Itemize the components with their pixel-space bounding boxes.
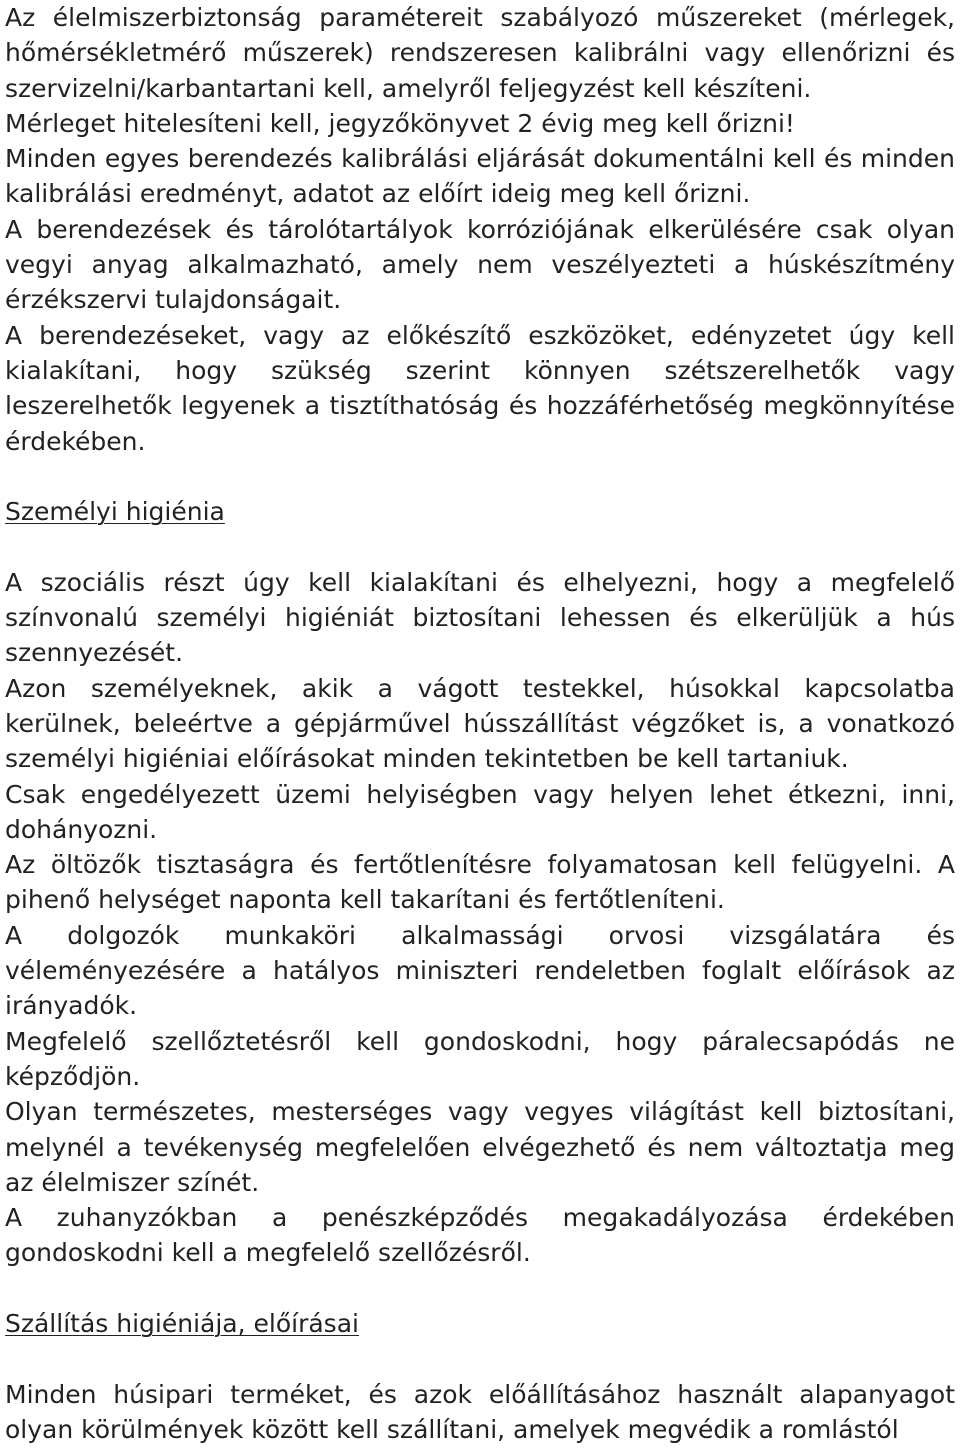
paragraph: Csak engedélyezett üzemi helyiségben vagy helyen lehet étkezni, inni, dohányozni. <box>5 779 955 844</box>
spacer <box>5 529 955 564</box>
paragraph: Minden húsipari terméket, és azok előállításához használt alapanyagot olyan körülmények között kell szállítani, amelyek megvédik a romlástól <box>5 1379 955 1444</box>
paragraph: Megfelelő szellőztetésről kell gondoskodni, hogy páralecsapódás ne képződjön. <box>5 1026 955 1091</box>
paragraph: Az élelmiszerbiztonság paramétereit szabályozó műszereket (mérlegek, hőmérsékletmérő műszerek) rendszeresen kalibrálni vagy ellenőrizni és szervizelni/karbantartani kell, amelyről feljegyzést kell készíteni. <box>5 3 955 103</box>
spacer <box>5 459 955 494</box>
paragraph: A dolgozók munkaköri alkalmassági orvosi vizsgálatára és véleményezésére a hatályos miniszteri rendeletben foglalt előírások az irányadók. <box>5 920 955 1021</box>
spacer <box>5 1341 955 1376</box>
section-heading-personal-hygiene: Személyi higiénia <box>5 497 225 527</box>
paragraph: A berendezéseket, vagy az előkészítő eszközöket, edényzetet úgy kell kialakítani, hogy szükség szerint könnyen szétszerelhetők vagy leszerelhetők legyenek a tisztíthatóság és hozzáférhetőség megkönnyítése érdekében. <box>5 320 955 456</box>
paragraph: A zuhanyzókban a penészképződés megakadályozása érdekében gondoskodni kell a megfelelő szellőzésről. <box>5 1203 955 1268</box>
section-heading-transport: Szállítás higiéniája, előírásai <box>5 1308 359 1338</box>
paragraph: Mérleget hitelesíteni kell, jegyzőkönyvet 2 évig meg kell őrizni! <box>5 108 795 138</box>
paragraph: Azon személyeknek, akik a vágott testekkel, húsokkal kapcsolatba kerülnek, beleértve a gépjárművel hússzállítást végzőket is, a vonatkozó személyi higiéniai előírásokat minden tekintetben be kell tartaniuk. <box>5 673 955 774</box>
paragraph: A berendezések és tárolótartályok korróziójának elkerülésére csak olyan vegyi anyag alkalmazható, amely nem veszélyezteti a húskészítmény érzékszervi tulajdonságait. <box>5 214 955 315</box>
paragraph: Minden egyes berendezés kalibrálási eljárását dokumentálni kell és minden kalibrálási eredményt, adatot az előírt ideig meg kell őrizni. <box>5 144 955 209</box>
spacer <box>5 1271 955 1306</box>
paragraph: Olyan természetes, mesterséges vagy vegyes világítást kell biztosítani, melynél a tevékenység megfelelően elvégezhető és nem változtatja meg az élelmiszer színét. <box>5 1097 955 1197</box>
document-page <box>5 0 955 1447</box>
paragraph: A szociális részt úgy kell kialakítani és elhelyezni, hogy a megfelelő színvonalú személyi higiéniát biztosítani lehessen és elkerüljük a hús szennyezését. <box>5 567 955 668</box>
paragraph: Az öltözők tisztaságra és fertőtlenítésre folyamatosan kell felügyelni. A pihenő helységet naponta kell takarítani és fertőtleníteni. <box>5 850 955 915</box>
